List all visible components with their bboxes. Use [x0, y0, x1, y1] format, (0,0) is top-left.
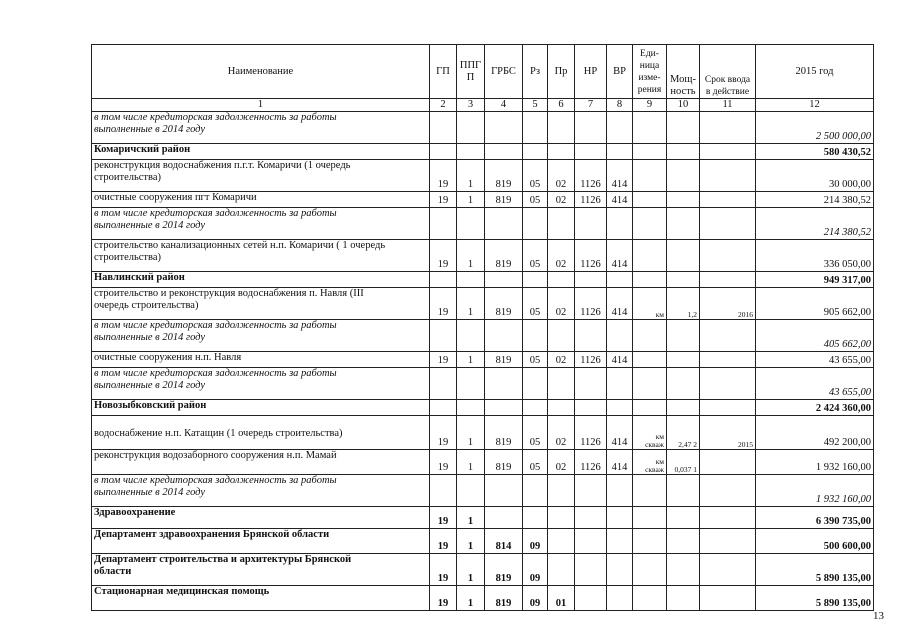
cell-vr	[607, 112, 633, 144]
cell-term	[700, 529, 756, 554]
cell-term	[700, 352, 756, 368]
table-row	[92, 554, 874, 586]
cell-ppgp	[457, 112, 485, 144]
cell-grbs	[485, 475, 523, 507]
cell-grbs	[485, 400, 523, 416]
cell-gp	[430, 112, 457, 144]
row-name: в том числе кредиторская задолженность за работы выполненные в 2014 году	[92, 475, 430, 507]
table-row	[92, 192, 874, 208]
cell-ppgp	[457, 368, 485, 400]
cell-gp: 19	[430, 554, 457, 586]
cell-pr: 02	[548, 288, 575, 320]
cell-grbs	[485, 144, 523, 160]
col-num: 1	[92, 99, 430, 112]
row-name: в том числе кредиторская задолженность за работы выполненные в 2014 году	[92, 208, 430, 240]
cell-vr: 414	[607, 352, 633, 368]
table-row	[92, 368, 874, 400]
cell-term	[700, 144, 756, 160]
cell-unit	[633, 368, 667, 400]
cell-rz: 05	[523, 160, 548, 192]
cell-unit	[633, 554, 667, 586]
cell-pr	[548, 368, 575, 400]
cell-grbs	[485, 112, 523, 144]
cell-vr	[607, 586, 633, 611]
header-term: Срок ввода в действие	[700, 45, 756, 99]
cell-gp	[430, 144, 457, 160]
header-ppgp: ППГ П	[457, 45, 485, 99]
cell-grbs: 819	[485, 160, 523, 192]
cell-unit	[633, 112, 667, 144]
row-name: в том числе кредиторская задолженность за работы выполненные в 2014 году	[92, 112, 430, 144]
cell-grbs	[485, 208, 523, 240]
cell-power	[667, 475, 700, 507]
cell-unit	[633, 529, 667, 554]
row-name: Департамент здравоохранения Брянской области	[92, 529, 430, 554]
cell-pr	[548, 144, 575, 160]
cell-power: 2,47 2	[667, 416, 700, 450]
cell-power	[667, 272, 700, 288]
cell-grbs: 819	[485, 450, 523, 475]
table-row	[92, 586, 874, 611]
cell-pr: 02	[548, 416, 575, 450]
cell-rz: 05	[523, 416, 548, 450]
cell-rz	[523, 208, 548, 240]
cell-pr: 02	[548, 450, 575, 475]
cell-vr: 414	[607, 192, 633, 208]
cell-sum: 905 662,00	[756, 288, 874, 320]
table-row	[92, 288, 874, 320]
cell-sum: 580 430,52	[756, 144, 874, 160]
table-row	[92, 320, 874, 352]
table-row	[92, 160, 874, 192]
cell-rz	[523, 320, 548, 352]
cell-nr	[575, 112, 607, 144]
cell-vr	[607, 529, 633, 554]
cell-power	[667, 586, 700, 611]
cell-term	[700, 450, 756, 475]
cell-pr	[548, 529, 575, 554]
cell-ppgp: 1	[457, 352, 485, 368]
cell-unit	[633, 272, 667, 288]
cell-vr	[607, 554, 633, 586]
cell-vr	[607, 144, 633, 160]
cell-term	[700, 112, 756, 144]
cell-rz: 05	[523, 288, 548, 320]
cell-term	[700, 586, 756, 611]
cell-rz: 09	[523, 554, 548, 586]
cell-ppgp: 1	[457, 240, 485, 272]
cell-rz: 05	[523, 240, 548, 272]
cell-gp	[430, 475, 457, 507]
cell-rz: 09	[523, 529, 548, 554]
cell-rz	[523, 507, 548, 529]
cell-gp: 19	[430, 586, 457, 611]
cell-grbs: 814	[485, 529, 523, 554]
cell-unit	[633, 586, 667, 611]
cell-nr	[575, 400, 607, 416]
row-name: водоснабжение н.п. Катащин (1 очередь строительства)	[92, 416, 430, 450]
cell-rz	[523, 112, 548, 144]
cell-grbs	[485, 320, 523, 352]
cell-vr	[607, 475, 633, 507]
cell-gp	[430, 320, 457, 352]
header-gp: ГП	[430, 45, 457, 99]
row-name: реконструкция водоснабжения п.г.т. Комаричи (1 очередь строительства)	[92, 160, 430, 192]
cell-sum: 336 050,00	[756, 240, 874, 272]
cell-unit	[633, 475, 667, 507]
cell-sum: 949 317,00	[756, 272, 874, 288]
cell-gp	[430, 368, 457, 400]
header-rz: Рз	[523, 45, 548, 99]
cell-pr	[548, 112, 575, 144]
row-name: в том числе кредиторская задолженность за работы выполненные в 2014 году	[92, 320, 430, 352]
cell-rz	[523, 272, 548, 288]
col-num: 8	[607, 99, 633, 112]
cell-pr: 01	[548, 586, 575, 611]
cell-ppgp: 1	[457, 160, 485, 192]
header-power: Мощ- ность	[667, 45, 700, 99]
cell-term	[700, 272, 756, 288]
cell-nr	[575, 320, 607, 352]
cell-rz: 05	[523, 192, 548, 208]
cell-power	[667, 368, 700, 400]
cell-ppgp	[457, 400, 485, 416]
cell-sum: 405 662,00	[756, 320, 874, 352]
cell-pr	[548, 507, 575, 529]
cell-term	[700, 160, 756, 192]
cell-unit	[633, 144, 667, 160]
cell-vr	[607, 320, 633, 352]
cell-term	[700, 208, 756, 240]
cell-nr	[575, 144, 607, 160]
cell-vr: 414	[607, 416, 633, 450]
cell-ppgp	[457, 272, 485, 288]
cell-gp: 19	[430, 529, 457, 554]
cell-sum: 500 600,00	[756, 529, 874, 554]
cell-vr	[607, 400, 633, 416]
col-num: 10	[667, 99, 700, 112]
cell-vr	[607, 208, 633, 240]
header-name: Наименование	[92, 45, 430, 99]
cell-grbs: 819	[485, 192, 523, 208]
cell-gp	[430, 208, 457, 240]
cell-ppgp: 1	[457, 416, 485, 450]
cell-nr: 1126	[575, 288, 607, 320]
cell-gp: 19	[430, 416, 457, 450]
col-num: 7	[575, 99, 607, 112]
column-number-row	[92, 99, 874, 112]
cell-term	[700, 192, 756, 208]
col-num: 2	[430, 99, 457, 112]
col-num: 9	[633, 99, 667, 112]
col-num: 12	[756, 99, 874, 112]
cell-pr: 02	[548, 160, 575, 192]
cell-grbs: 819	[485, 586, 523, 611]
cell-grbs	[485, 507, 523, 529]
cell-power	[667, 192, 700, 208]
cell-pr: 02	[548, 240, 575, 272]
cell-power	[667, 160, 700, 192]
cell-gp	[430, 272, 457, 288]
cell-ppgp: 1	[457, 507, 485, 529]
table-row	[92, 352, 874, 368]
table-row	[92, 507, 874, 529]
header-unit: Еди- ница изме- рения	[633, 45, 667, 99]
cell-unit	[633, 240, 667, 272]
cell-vr: 414	[607, 240, 633, 272]
table-row	[92, 272, 874, 288]
cell-rz	[523, 144, 548, 160]
cell-sum: 214 380,52	[756, 208, 874, 240]
table-row	[92, 529, 874, 554]
cell-unit	[633, 320, 667, 352]
cell-sum: 43 655,00	[756, 368, 874, 400]
cell-grbs	[485, 368, 523, 400]
cell-pr	[548, 208, 575, 240]
row-name: Здравоохранение	[92, 507, 430, 529]
table-body	[92, 112, 874, 611]
header-grbs: ГРБС	[485, 45, 523, 99]
budget-table	[91, 44, 874, 611]
cell-power	[667, 320, 700, 352]
cell-power	[667, 144, 700, 160]
cell-unit	[633, 208, 667, 240]
cell-grbs: 819	[485, 288, 523, 320]
cell-grbs	[485, 272, 523, 288]
table-row	[92, 208, 874, 240]
cell-ppgp: 1	[457, 192, 485, 208]
cell-pr	[548, 400, 575, 416]
table-row	[92, 112, 874, 144]
header-row	[92, 45, 874, 99]
cell-sum: 214 380,52	[756, 192, 874, 208]
cell-rz	[523, 400, 548, 416]
header-nr: НР	[575, 45, 607, 99]
cell-sum: 1 932 160,00	[756, 450, 874, 475]
cell-term	[700, 507, 756, 529]
cell-vr: 414	[607, 288, 633, 320]
cell-term: 2016	[700, 288, 756, 320]
cell-pr	[548, 272, 575, 288]
row-name: очистные сооружения н.п. Навля	[92, 352, 430, 368]
cell-term	[700, 400, 756, 416]
cell-gp: 19	[430, 352, 457, 368]
cell-unit	[633, 400, 667, 416]
header-2015: 2015 год	[756, 45, 874, 99]
row-name: Департамент строительства и архитектуры Брянской области	[92, 554, 430, 586]
header-vr: ВР	[607, 45, 633, 99]
col-num: 11	[700, 99, 756, 112]
cell-grbs: 819	[485, 554, 523, 586]
table-row	[92, 450, 874, 475]
cell-nr: 1126	[575, 192, 607, 208]
cell-rz: 05	[523, 450, 548, 475]
cell-term: 2015	[700, 416, 756, 450]
cell-term	[700, 320, 756, 352]
cell-nr	[575, 586, 607, 611]
cell-ppgp	[457, 144, 485, 160]
cell-vr: 414	[607, 450, 633, 475]
cell-power	[667, 352, 700, 368]
cell-sum: 6 390 735,00	[756, 507, 874, 529]
cell-ppgp: 1	[457, 586, 485, 611]
cell-nr: 1126	[575, 352, 607, 368]
cell-pr	[548, 475, 575, 507]
cell-power	[667, 529, 700, 554]
cell-gp: 19	[430, 160, 457, 192]
cell-vr	[607, 368, 633, 400]
cell-unit	[633, 160, 667, 192]
cell-ppgp: 1	[457, 529, 485, 554]
row-name: реконструкция водозаборного сооружения н.п. Мамай	[92, 450, 430, 475]
row-name: строительство и реконструкция водоснабжения п. Навля (III очередь строительства)	[92, 288, 430, 320]
table-row	[92, 400, 874, 416]
cell-gp: 19	[430, 240, 457, 272]
cell-rz: 05	[523, 352, 548, 368]
row-name: Навлинский район	[92, 272, 430, 288]
cell-gp: 19	[430, 192, 457, 208]
cell-term	[700, 475, 756, 507]
table-row	[92, 240, 874, 272]
cell-power	[667, 240, 700, 272]
col-num: 5	[523, 99, 548, 112]
cell-unit: км	[633, 288, 667, 320]
row-name: строительство канализационных сетей н.п. Комаричи ( 1 очередь строительства)	[92, 240, 430, 272]
cell-sum: 2 500 000,00	[756, 112, 874, 144]
cell-grbs: 819	[485, 416, 523, 450]
cell-power: 0,037 1	[667, 450, 700, 475]
cell-nr	[575, 368, 607, 400]
row-name: в том числе кредиторская задолженность за работы выполненные в 2014 году	[92, 368, 430, 400]
cell-pr	[548, 320, 575, 352]
cell-sum: 1 932 160,00	[756, 475, 874, 507]
table-row	[92, 416, 874, 450]
cell-rz	[523, 368, 548, 400]
col-num: 4	[485, 99, 523, 112]
cell-power	[667, 507, 700, 529]
cell-nr	[575, 554, 607, 586]
row-name: Стационарная медицинская помощь	[92, 586, 430, 611]
cell-power: 1,2	[667, 288, 700, 320]
cell-power	[667, 554, 700, 586]
cell-ppgp: 1	[457, 554, 485, 586]
cell-ppgp	[457, 320, 485, 352]
cell-rz	[523, 475, 548, 507]
cell-term	[700, 554, 756, 586]
cell-nr	[575, 208, 607, 240]
cell-nr	[575, 507, 607, 529]
cell-pr	[548, 554, 575, 586]
cell-vr	[607, 507, 633, 529]
cell-ppgp	[457, 208, 485, 240]
cell-term	[700, 240, 756, 272]
cell-nr: 1126	[575, 450, 607, 475]
cell-unit: км скваж	[633, 416, 667, 450]
cell-sum: 43 655,00	[756, 352, 874, 368]
cell-gp: 19	[430, 450, 457, 475]
row-name: Комаричский район	[92, 144, 430, 160]
table-row	[92, 144, 874, 160]
cell-sum: 2 424 360,00	[756, 400, 874, 416]
col-num: 3	[457, 99, 485, 112]
cell-nr	[575, 529, 607, 554]
cell-gp: 19	[430, 288, 457, 320]
cell-gp: 19	[430, 507, 457, 529]
cell-nr	[575, 475, 607, 507]
cell-power	[667, 208, 700, 240]
cell-unit: км скваж	[633, 450, 667, 475]
cell-gp	[430, 400, 457, 416]
row-name: очистные сооружения пгт Комаричи	[92, 192, 430, 208]
cell-grbs: 819	[485, 240, 523, 272]
cell-nr: 1126	[575, 160, 607, 192]
cell-grbs: 819	[485, 352, 523, 368]
cell-vr	[607, 272, 633, 288]
page-number: 13	[873, 610, 884, 622]
cell-power	[667, 400, 700, 416]
table-row	[92, 475, 874, 507]
cell-sum: 5 890 135,00	[756, 554, 874, 586]
header-pr: Пр	[548, 45, 575, 99]
cell-pr: 02	[548, 352, 575, 368]
cell-nr: 1126	[575, 240, 607, 272]
cell-unit	[633, 507, 667, 529]
cell-sum: 492 200,00	[756, 416, 874, 450]
cell-ppgp: 1	[457, 288, 485, 320]
cell-ppgp	[457, 475, 485, 507]
cell-ppgp: 1	[457, 450, 485, 475]
cell-nr: 1126	[575, 416, 607, 450]
cell-nr	[575, 272, 607, 288]
cell-sum: 5 890 135,00	[756, 586, 874, 611]
cell-term	[700, 368, 756, 400]
cell-sum: 30 000,00	[756, 160, 874, 192]
col-num: 6	[548, 99, 575, 112]
cell-rz: 09	[523, 586, 548, 611]
cell-power	[667, 112, 700, 144]
cell-pr: 02	[548, 192, 575, 208]
cell-unit	[633, 352, 667, 368]
cell-unit	[633, 192, 667, 208]
row-name: Новозыбковский район	[92, 400, 430, 416]
cell-vr: 414	[607, 160, 633, 192]
